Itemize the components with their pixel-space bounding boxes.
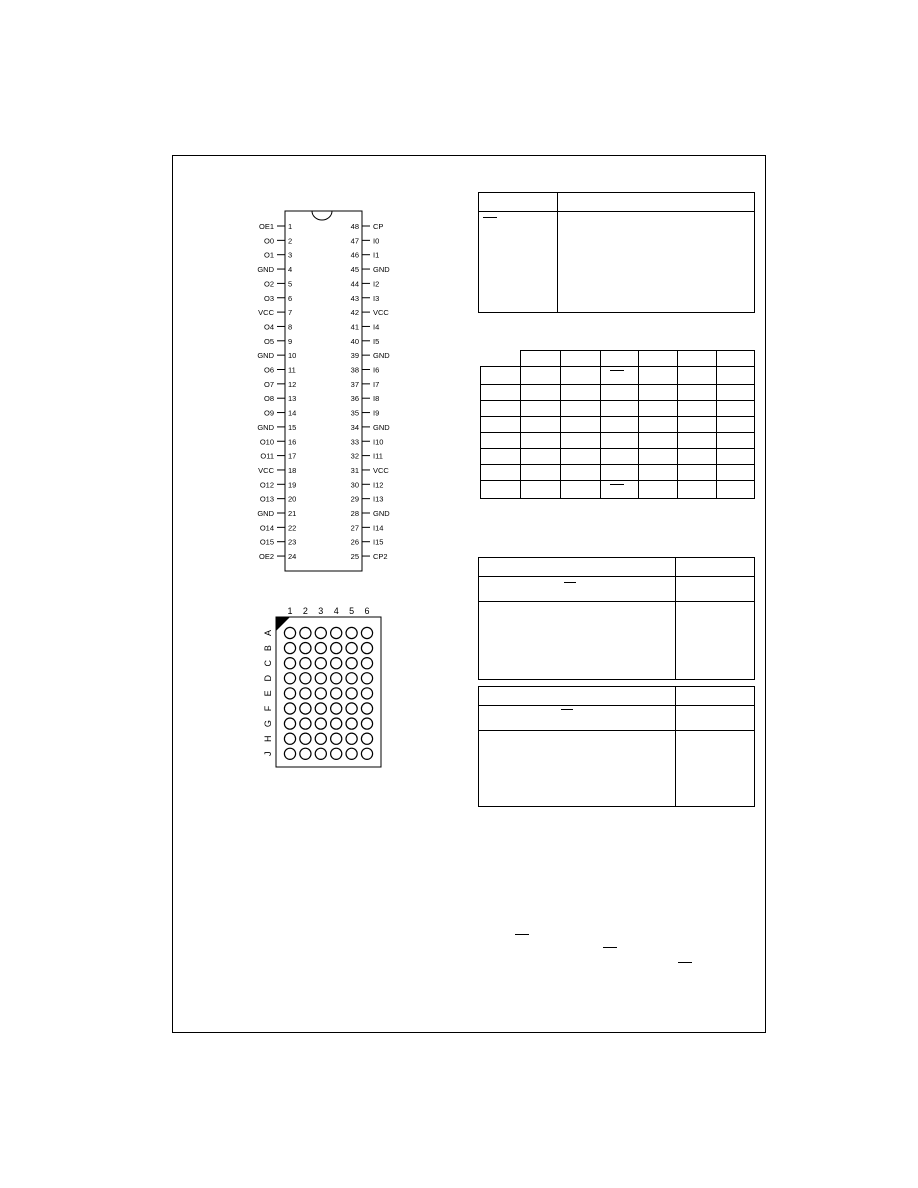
table-row bbox=[481, 481, 755, 499]
table-cell bbox=[560, 481, 600, 499]
pin-name-label: O15 bbox=[259, 537, 274, 547]
ball-assignment-table bbox=[480, 350, 755, 499]
bga-row-label: C bbox=[263, 659, 273, 667]
table-cell bbox=[600, 385, 639, 401]
function-table-1 bbox=[478, 557, 755, 680]
table-cell bbox=[717, 433, 755, 449]
solder-ball bbox=[331, 673, 342, 684]
pin-name-label: VCC bbox=[373, 465, 389, 475]
solder-ball bbox=[361, 703, 372, 714]
table-header-divider bbox=[479, 211, 754, 212]
pin-name-label: GND bbox=[373, 265, 390, 275]
table-cell bbox=[481, 351, 521, 367]
solder-ball bbox=[361, 627, 372, 638]
pin-number-label: 32 bbox=[350, 451, 359, 461]
pin-number-label: 6 bbox=[288, 293, 293, 303]
pin-number-label: 33 bbox=[350, 437, 359, 447]
table-cell bbox=[481, 433, 521, 449]
pin-name-label: VCC bbox=[258, 308, 274, 318]
table-cell bbox=[481, 401, 521, 417]
pin-name-label: O0 bbox=[263, 236, 274, 246]
solder-ball bbox=[361, 688, 372, 699]
solder-ball bbox=[315, 703, 326, 714]
table-cell bbox=[560, 351, 600, 367]
solder-ball bbox=[346, 658, 357, 669]
table-cell bbox=[639, 385, 678, 401]
solder-ball bbox=[346, 733, 357, 744]
table-cell bbox=[520, 367, 560, 385]
pin-number-label: 40 bbox=[350, 336, 359, 346]
table-row bbox=[481, 385, 755, 401]
bga-row-label: H bbox=[263, 735, 273, 742]
overbar-mark bbox=[564, 582, 576, 583]
table-cell bbox=[520, 417, 560, 433]
pin-name-label: O5 bbox=[263, 336, 274, 346]
bga-row-label: J bbox=[263, 751, 273, 757]
solder-ball bbox=[284, 748, 295, 759]
solder-ball bbox=[300, 688, 311, 699]
solder-ball bbox=[331, 748, 342, 759]
pin-name-label: VCC bbox=[258, 465, 274, 475]
table-cell bbox=[520, 385, 560, 401]
table-cell bbox=[600, 449, 639, 465]
table-row-divider bbox=[479, 576, 754, 577]
table-row bbox=[481, 433, 755, 449]
table-cell bbox=[678, 449, 717, 465]
pin-name-label: I12 bbox=[373, 480, 384, 490]
pin-number-label: 20 bbox=[288, 494, 297, 504]
solder-ball bbox=[315, 673, 326, 684]
bga-row-label: A bbox=[263, 629, 273, 637]
pin-number-label: 30 bbox=[350, 480, 359, 490]
pin-number-label: 36 bbox=[350, 394, 359, 404]
pin-name-label: CP2 bbox=[373, 552, 388, 562]
overbar-mark bbox=[515, 934, 529, 935]
solder-ball bbox=[331, 733, 342, 744]
table-cell bbox=[520, 449, 560, 465]
table-cell bbox=[520, 481, 560, 499]
table-cell bbox=[678, 417, 717, 433]
table-cell bbox=[481, 449, 521, 465]
bga-column-label: 5 bbox=[349, 606, 355, 616]
pin-number-label: 25 bbox=[350, 552, 359, 562]
solder-ball bbox=[315, 627, 326, 638]
function-table-2 bbox=[478, 686, 755, 807]
pin-name-label: OE1 bbox=[258, 222, 274, 231]
overbar-mark bbox=[561, 709, 573, 710]
solder-ball bbox=[300, 673, 311, 684]
table-cell bbox=[639, 351, 678, 367]
table-cell bbox=[560, 465, 600, 481]
solder-ball bbox=[361, 658, 372, 669]
table-cell bbox=[639, 401, 678, 417]
pin-number-label: 39 bbox=[350, 351, 359, 361]
overbar-mark bbox=[610, 370, 624, 371]
solder-ball bbox=[315, 748, 326, 759]
pin-number-label: 23 bbox=[288, 537, 297, 547]
solder-ball bbox=[361, 718, 372, 729]
bga-column-label: 2 bbox=[302, 606, 308, 616]
solder-ball bbox=[315, 733, 326, 744]
solder-ball bbox=[331, 703, 342, 714]
pin-number-label: 3 bbox=[288, 250, 293, 260]
table-column-divider bbox=[557, 193, 558, 312]
pin-number-label: 47 bbox=[350, 236, 359, 246]
table-cell bbox=[639, 449, 678, 465]
solder-ball bbox=[300, 658, 311, 669]
solder-ball bbox=[346, 748, 357, 759]
pin-number-label: 45 bbox=[350, 265, 359, 275]
solder-ball bbox=[300, 643, 311, 654]
table-cell bbox=[639, 417, 678, 433]
solder-ball bbox=[315, 718, 326, 729]
pin-name-label: O3 bbox=[263, 293, 274, 303]
table-cell bbox=[678, 465, 717, 481]
bga-row-label: B bbox=[263, 645, 273, 652]
pin-number-label: 34 bbox=[350, 422, 359, 432]
table-cell bbox=[481, 385, 521, 401]
pin-name-label: O7 bbox=[263, 379, 274, 389]
pin-name-label: O4 bbox=[263, 322, 274, 332]
solder-ball bbox=[300, 718, 311, 729]
pin-name-label: GND bbox=[257, 351, 274, 361]
solder-ball bbox=[346, 703, 357, 714]
solder-ball bbox=[346, 688, 357, 699]
bga-row-label: E bbox=[263, 690, 273, 697]
pin-name-label: O13 bbox=[259, 494, 274, 504]
table-row-divider bbox=[479, 601, 754, 602]
pin-name-label: I10 bbox=[373, 437, 384, 447]
solder-ball bbox=[300, 748, 311, 759]
pin-number-label: 29 bbox=[350, 494, 359, 504]
table-cell bbox=[520, 401, 560, 417]
table-row bbox=[481, 401, 755, 417]
table-cell bbox=[600, 417, 639, 433]
table-row bbox=[481, 465, 755, 481]
pin-number-label: 5 bbox=[288, 279, 293, 289]
pin-name-label: O9 bbox=[263, 408, 274, 418]
pin-name-label: I7 bbox=[373, 379, 380, 389]
table-cell bbox=[639, 367, 678, 385]
solder-ball bbox=[315, 658, 326, 669]
pin-number-label: 31 bbox=[350, 465, 359, 475]
pin-name-label: O2 bbox=[263, 279, 274, 289]
pin-number-label: 19 bbox=[288, 480, 297, 490]
table-cell bbox=[678, 433, 717, 449]
table-cell bbox=[639, 465, 678, 481]
bga-column-label: 6 bbox=[364, 606, 370, 616]
pin-number-label: 4 bbox=[288, 265, 293, 275]
overbar-mark bbox=[603, 947, 617, 948]
table-cell bbox=[678, 351, 717, 367]
pin-name-label: GND bbox=[257, 509, 274, 518]
pin-name-label: I5 bbox=[373, 336, 380, 346]
pin-number-label: 16 bbox=[288, 437, 297, 447]
table-cell bbox=[600, 433, 639, 449]
table-cell bbox=[600, 465, 639, 481]
pin-number-label: 17 bbox=[288, 451, 297, 461]
solder-ball bbox=[361, 733, 372, 744]
solder-ball bbox=[284, 703, 295, 714]
solder-ball bbox=[331, 627, 342, 638]
table-cell bbox=[600, 351, 639, 367]
solder-ball bbox=[284, 658, 295, 669]
table-cell bbox=[481, 481, 521, 499]
table-cell bbox=[678, 481, 717, 499]
solder-ball bbox=[346, 627, 357, 638]
pin-number-label: 2 bbox=[288, 236, 293, 246]
solder-ball bbox=[284, 643, 295, 654]
solder-ball bbox=[346, 718, 357, 729]
table-cell bbox=[560, 367, 600, 385]
pin-number-label: 43 bbox=[350, 293, 359, 303]
pin-name-label: O11 bbox=[260, 451, 274, 461]
solder-ball bbox=[361, 748, 372, 759]
overbar-mark bbox=[610, 484, 624, 485]
pin-name-label: I1 bbox=[373, 250, 380, 260]
pin-name-label: CP bbox=[373, 222, 384, 231]
pin-name-label: I4 bbox=[373, 322, 380, 332]
pin-name-label: I8 bbox=[373, 394, 380, 404]
table-cell bbox=[481, 465, 521, 481]
bga-row-label: D bbox=[263, 675, 273, 682]
solder-ball bbox=[361, 673, 372, 684]
table-cell bbox=[717, 401, 755, 417]
pin-name-label: OE2 bbox=[258, 552, 274, 562]
table-cell bbox=[717, 481, 755, 499]
solder-ball bbox=[284, 733, 295, 744]
solder-ball bbox=[284, 673, 295, 684]
table-cell bbox=[560, 417, 600, 433]
pin-number-label: 10 bbox=[288, 351, 297, 361]
pin-name-label: I14 bbox=[373, 523, 384, 533]
pin-number-label: 46 bbox=[350, 250, 359, 260]
solder-ball bbox=[346, 643, 357, 654]
table-cell bbox=[600, 401, 639, 417]
pin-name-label: O10 bbox=[259, 437, 274, 447]
solder-ball bbox=[331, 718, 342, 729]
pin-number-label: 8 bbox=[288, 322, 293, 332]
table-cell bbox=[560, 449, 600, 465]
pin-name-label: I15 bbox=[373, 537, 384, 547]
solder-ball bbox=[315, 643, 326, 654]
pin-name-label: I9 bbox=[373, 408, 380, 418]
pin-number-label: 42 bbox=[350, 308, 359, 318]
table-cell bbox=[560, 401, 600, 417]
pin-name-label: I11 bbox=[373, 451, 383, 461]
bga-column-label: 3 bbox=[318, 606, 324, 616]
table-cell bbox=[717, 367, 755, 385]
table-cell bbox=[600, 481, 639, 499]
pin-number-label: 37 bbox=[350, 379, 359, 389]
pin-name-label: O12 bbox=[259, 480, 274, 490]
solder-ball bbox=[284, 627, 295, 638]
pin-name-label: I2 bbox=[373, 279, 380, 289]
table-cell bbox=[600, 367, 639, 385]
table-cell bbox=[717, 449, 755, 465]
table-column-divider bbox=[675, 558, 676, 679]
table-row-divider bbox=[479, 730, 754, 731]
table-row-divider bbox=[479, 705, 754, 706]
solder-ball bbox=[300, 627, 311, 638]
pin-name-label: O1 bbox=[263, 250, 274, 260]
pin-number-label: 12 bbox=[288, 379, 297, 389]
pin-name-label: VCC bbox=[373, 308, 389, 318]
table-cell bbox=[560, 433, 600, 449]
table-cell bbox=[520, 351, 560, 367]
table-cell bbox=[639, 481, 678, 499]
table-cell bbox=[678, 401, 717, 417]
pin-number-label: 35 bbox=[350, 408, 359, 418]
pin-name-label: GND bbox=[257, 265, 274, 275]
solder-ball bbox=[361, 643, 372, 654]
table-cell bbox=[639, 433, 678, 449]
pin-number-label: 7 bbox=[288, 308, 293, 318]
pin1-indicator bbox=[276, 617, 290, 631]
solder-ball bbox=[300, 733, 311, 744]
pin-number-label: 26 bbox=[350, 537, 359, 547]
pin-number-label: 11 bbox=[288, 365, 296, 375]
table-cell bbox=[520, 433, 560, 449]
pin-name-label: I0 bbox=[373, 236, 380, 246]
solder-ball bbox=[284, 718, 295, 729]
pin-name-label: GND bbox=[373, 351, 390, 361]
table-cell bbox=[481, 417, 521, 433]
table-column-divider bbox=[675, 687, 676, 806]
pin-name-label: O6 bbox=[263, 365, 274, 375]
table-cell bbox=[717, 351, 755, 367]
solder-ball bbox=[331, 688, 342, 699]
pin-number-label: 22 bbox=[288, 523, 297, 533]
table-cell bbox=[678, 367, 717, 385]
table-cell bbox=[520, 465, 560, 481]
pin-number-label: 44 bbox=[350, 279, 359, 289]
solder-ball bbox=[346, 673, 357, 684]
pin-name-label: GND bbox=[257, 422, 274, 432]
pin-name-label: O14 bbox=[259, 523, 274, 533]
pin-number-label: 38 bbox=[350, 365, 359, 375]
solder-ball bbox=[331, 658, 342, 669]
table-cell bbox=[717, 465, 755, 481]
pin-name-label: O8 bbox=[263, 394, 274, 404]
table-cell bbox=[481, 367, 521, 385]
pin-number-label: 1 bbox=[288, 222, 293, 231]
table-row bbox=[481, 417, 755, 433]
table-row bbox=[481, 449, 755, 465]
table-row bbox=[481, 351, 755, 367]
pin-name-label: I6 bbox=[373, 365, 380, 375]
solder-ball bbox=[284, 688, 295, 699]
pin-name-label: I3 bbox=[373, 293, 380, 303]
bga-row-label: G bbox=[263, 720, 273, 728]
overbar-mark bbox=[483, 217, 497, 218]
bga-column-label: 1 bbox=[287, 606, 293, 616]
solder-ball bbox=[331, 643, 342, 654]
bga-row-label: F bbox=[263, 705, 273, 712]
pin-name-label: GND bbox=[373, 422, 390, 432]
pin-description-table bbox=[478, 192, 755, 313]
pin-number-label: 24 bbox=[288, 552, 297, 562]
pin-name-label: I13 bbox=[373, 494, 384, 504]
pin-number-label: 14 bbox=[288, 408, 297, 418]
pin-number-label: 28 bbox=[350, 509, 359, 518]
table-cell bbox=[717, 385, 755, 401]
pin-number-label: 9 bbox=[288, 336, 293, 346]
table-cell bbox=[678, 385, 717, 401]
table-cell bbox=[560, 385, 600, 401]
pin-number-label: 21 bbox=[288, 509, 297, 518]
pin-number-label: 15 bbox=[288, 422, 297, 432]
table-row bbox=[481, 367, 755, 385]
pin-number-label: 13 bbox=[288, 394, 297, 404]
pin-number-label: 41 bbox=[350, 322, 359, 332]
bga-column-label: 4 bbox=[333, 606, 339, 616]
solder-ball bbox=[300, 703, 311, 714]
pin-name-label: GND bbox=[373, 509, 390, 518]
table-cell bbox=[717, 417, 755, 433]
overbar-mark bbox=[678, 962, 692, 963]
pin-number-label: 27 bbox=[350, 523, 359, 533]
pin-number-label: 18 bbox=[288, 465, 297, 475]
solder-ball bbox=[315, 688, 326, 699]
pin-number-label: 48 bbox=[350, 222, 359, 231]
